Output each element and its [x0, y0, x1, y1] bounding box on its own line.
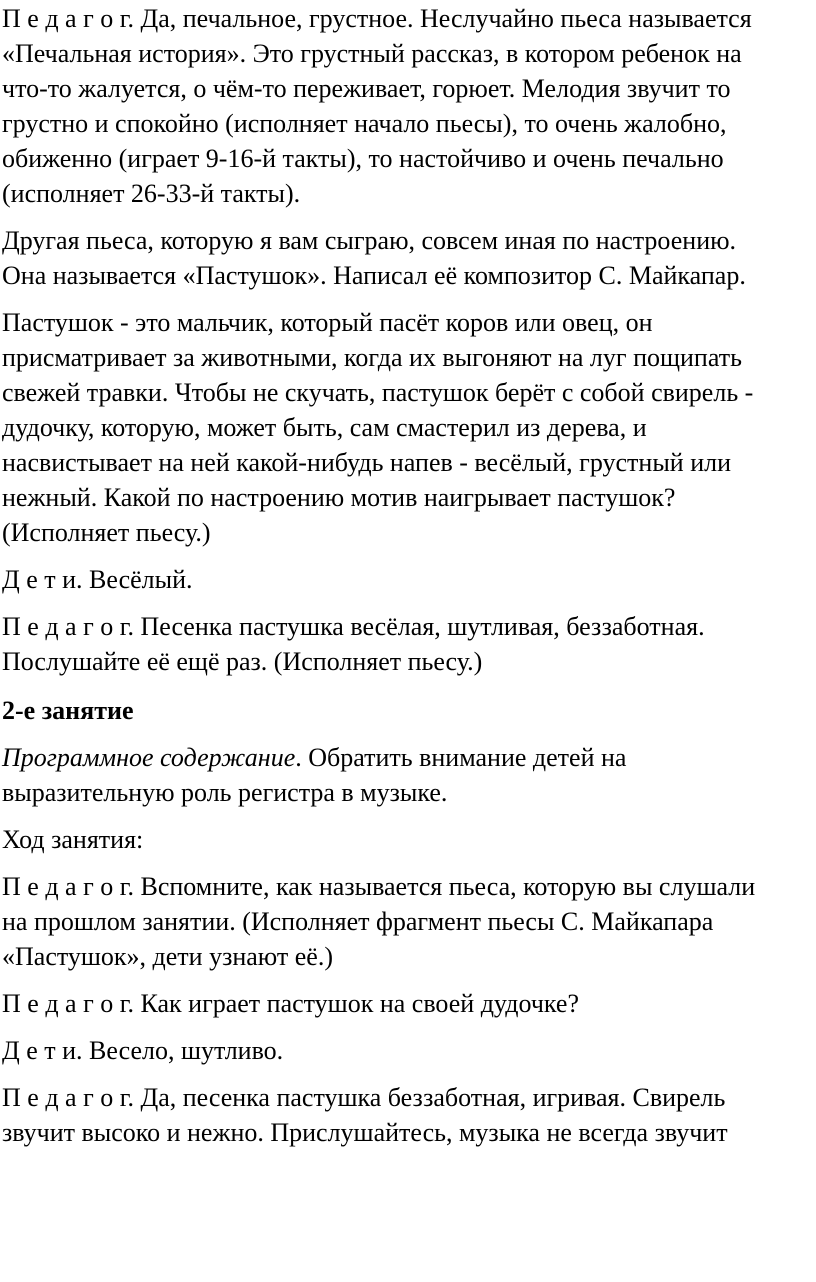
- paragraph-teacher-song: П е д а г о г. Песенка пастушка весёлая, шутливая, беззаботная. Послушайте её ещё раз. (Исполняет пьесу.): [2, 612, 705, 676]
- paragraph-lesson-course: Ход занятия:: [2, 825, 144, 854]
- paragraph-sad-story: П е д а г о г. Да, печальное, грустное. Неслучайно пьеса называется «Печальная история». Это грустный рассказ, в котором ребенок на что-то жалуется, о чём-то переживает, горюет. Мелодия звучит то грустно и спокойно (исполняет начало пьесы), то очень жалобно, обиженно (играет 9-16-й такты), то настойчиво и очень печально (исполняет 26-33-й такты).: [2, 4, 752, 208]
- paragraph-shepherd: Пастушок - это мальчик, который пасёт коров или овец, он присматривает за животными, когда их выгоняют на луг пощипать свежей травки. Чтобы не скучать, пастушок берёт с собой свирель - дудочку, которую, может быть, сам смастерил из дерева, и насвистывает на ней какой-нибудь напев - весёлый, грустный или нежный. Какой по настроению мотив наигрывает пастушок? (Исполняет пьесу.): [2, 308, 754, 547]
- paragraph-children-reply: Д е т и. Весело, шутливо.: [2, 1036, 284, 1065]
- paragraph-program: [2, 740, 812, 810]
- paragraph-teacher-pipe: П е д а г о г. Да, песенка пастушка беззаботная, игривая. Свирель звучит высоко и нежно. Прислушайтесь, музыка не всегда звучит: [2, 1083, 728, 1147]
- lesson-heading: 2-е занятие: [2, 696, 134, 725]
- paragraph-children-answer: Д е т и. Весёлый.: [2, 565, 193, 594]
- paragraph-teacher-question: П е д а г о г. Как играет пастушок на своей дудочке?: [2, 989, 579, 1018]
- paragraph-another-piece: Другая пьеса, которую я вам сыграю, совсем иная по настроению. Она называется «Пастушок». Написал её композитор С. Майкапар.: [2, 226, 746, 290]
- program-label: Программное содержание: [2, 743, 296, 772]
- program-text: . Обратить внимание детей на выразительную роль регистра в музыке.: [2, 743, 627, 807]
- paragraph-teacher-remember: П е д а г о г. Вспомните, как называется пьеса, которую вы слушали на прошлом занятии. (Исполняет фрагмент пьесы С. Майкапара «Пастушок», дети узнают её.): [2, 872, 756, 971]
